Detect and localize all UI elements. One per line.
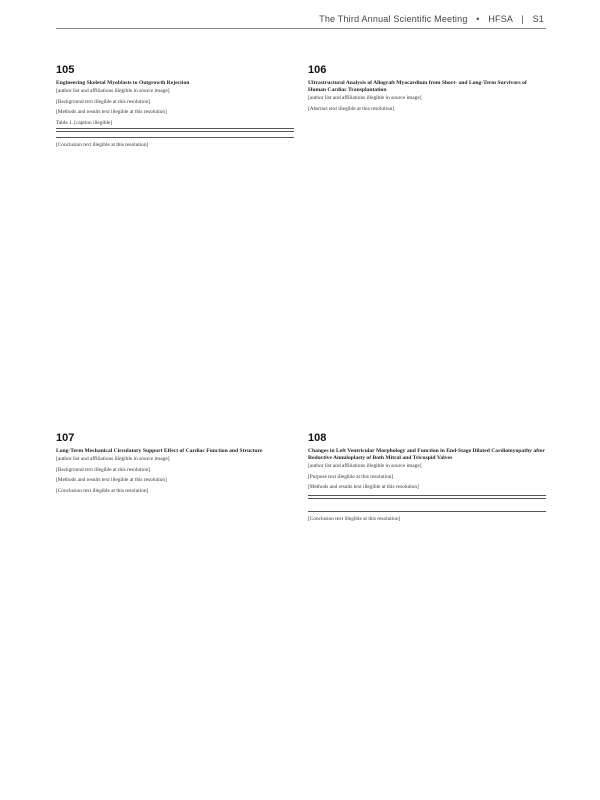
table-row [308, 510, 546, 512]
abstract-paragraph: [Methods and results text illegible at this resolution] [56, 109, 167, 116]
table-cell [467, 510, 507, 512]
abstract-paragraph: [Methods and results text illegible at this resolution] [308, 484, 419, 491]
abstract-number: 106 [308, 64, 327, 76]
abstract-authors: [author list and affiliations illegible in source image] [308, 95, 422, 101]
table-cell [348, 510, 388, 512]
meeting-name: The Third Annual Scientific Meeting [319, 14, 468, 24]
table-caption: Table 1. [caption illegible] [56, 119, 113, 126]
abstract-title: Ultrastructural Analysis of Allograft Myocardium from Short- and Long-Term Survivors of Human Cardiac Transplantation [308, 80, 527, 93]
abstract-paragraph: [Methods and results text illegible at this resolution] [56, 477, 167, 484]
org-name: HFSA [488, 14, 513, 24]
abstract-paragraph: [Background text illegible at this resolution] [56, 98, 150, 105]
table-cell [506, 510, 546, 512]
abstract-108 [308, 432, 546, 772]
abstract-authors: [author list and affiliations illegible in source image] [56, 88, 170, 94]
abstract-number: 107 [56, 432, 75, 444]
table-body [308, 499, 546, 512]
abstract-conclusion: [Conclusion text illegible at this resolution] [56, 142, 149, 149]
table-cell [56, 136, 116, 138]
page-number: S1 [532, 14, 544, 24]
abstract-107 [56, 432, 294, 772]
abstract-authors: [author list and affiliations illegible in source image] [308, 463, 422, 469]
abstract-paragraph: [Background text illegible at this resolution] [56, 466, 150, 473]
table-cell [308, 510, 348, 512]
abstract-paragraph: [Abstract text illegible at this resolution] [308, 105, 395, 112]
abstract-number: 105 [56, 64, 75, 76]
table-cell [427, 510, 467, 512]
header-separator: | [521, 14, 524, 24]
abstract-105 [56, 64, 294, 430]
running-header [319, 14, 544, 24]
abstract-title: Changes in Left Ventricular Morphology and Function in End-Stage Dilated Cardiomyopathy after Reductive Annuloplasty of Both Mitral and Tricuspid Valves [308, 448, 545, 461]
abstract-title: Long-Term Mechanical Circulatory Support Effect of Cardiac Function and Structure [56, 448, 263, 454]
table-cell [235, 136, 295, 138]
abstract-paragraph: [Conclusion text illegible at this resolution] [56, 487, 149, 494]
abstract-conclusion: [Conclusion text illegible at this resolution] [308, 516, 401, 523]
abstract-106 [308, 64, 546, 364]
header-rule [56, 28, 546, 29]
abstract-title: Engineering Skeletal Myoblasts to Outgrowth Rejection [56, 80, 190, 86]
table-cell [116, 136, 176, 138]
table-cell [175, 136, 235, 138]
table-cell [387, 510, 427, 512]
abstract-authors: [author list and affiliations illegible in source image] [56, 456, 170, 462]
abstract-105-table [56, 128, 294, 138]
abstract-number: 108 [308, 432, 327, 444]
header-separator: • [476, 14, 480, 24]
abstract-paragraph: [Purpose text illegible at this resolution] [308, 473, 394, 480]
abstract-108-table [308, 495, 546, 512]
table-row [56, 136, 294, 138]
